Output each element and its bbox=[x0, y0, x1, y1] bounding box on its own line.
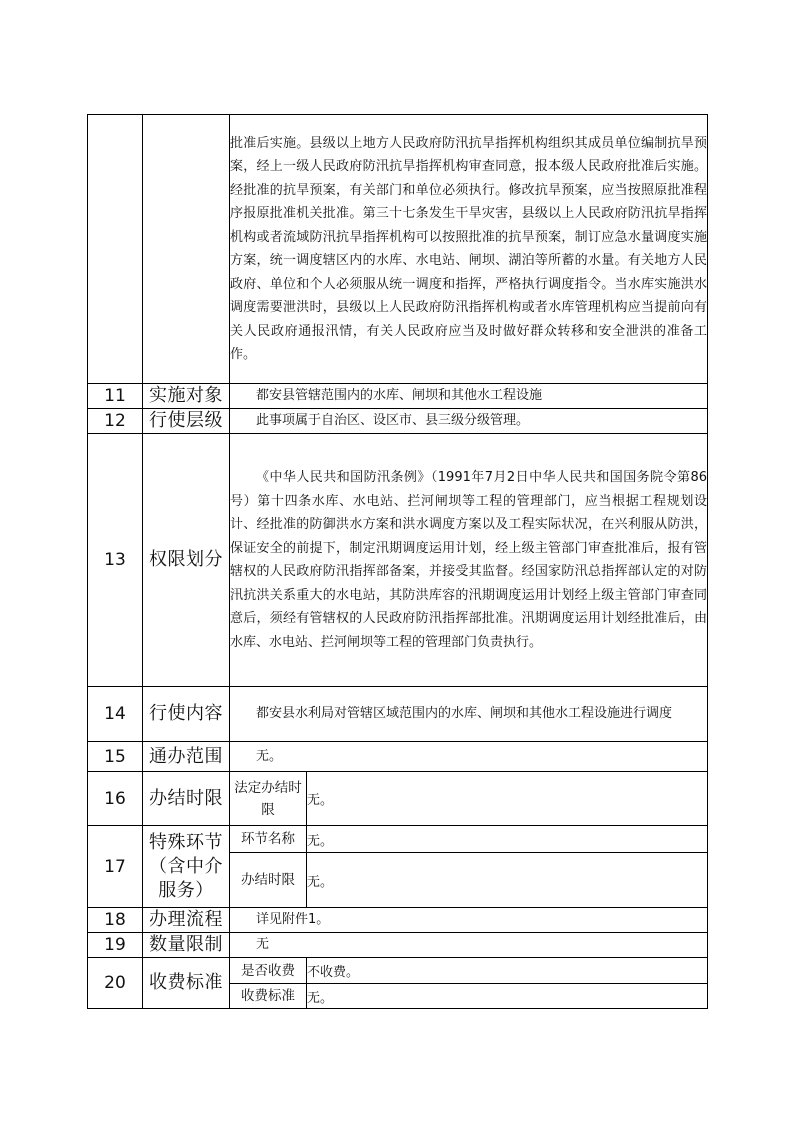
row-value-text: 《中华人民共和国防汛条例》（1991年7月2日中华人民共和国国务院令第86号）第十四条水库、水电站、拦河闸坝等工程的管理部门，应当根据工程规划设计、经批准的防御洪水方案和洪水调度方案以及工程实际状况，在兴利服从防洪，保证安全的前提下，制定汛期调度运用计划，经上级主管部门审查批准后，报有管辖权的人民政府防汛指挥部备案，并接受其监督。经国家防汛总指挥部认定的对防汛抗洪关系重大的水电站，其防洪库容的汛期调度运用计划经上级主管部门审查同意后，须经有管辖权的人民政府防汛指挥部批准。汛期调度运用计划经批准后，由水库、水电站、拦河闸坝等工程的管理部门负责执行。 bbox=[230, 434, 708, 687]
row-number: 12 bbox=[88, 409, 143, 434]
row-label: 权限划分 bbox=[143, 434, 230, 687]
sub-value: 无。 bbox=[307, 826, 708, 853]
row-label: 实施对象 bbox=[143, 384, 230, 409]
table-row bbox=[88, 933, 708, 958]
sub-value: 无。 bbox=[307, 772, 708, 826]
table-row bbox=[88, 742, 708, 772]
row-number: 18 bbox=[88, 908, 143, 933]
row-label: 办结时限 bbox=[143, 772, 230, 826]
table-row bbox=[88, 772, 708, 826]
sub-label: 收费标准 bbox=[230, 984, 307, 1009]
row-number-cell bbox=[88, 115, 143, 384]
sub-value: 无。 bbox=[307, 984, 708, 1009]
row-label: 特殊环节（含中介服务） bbox=[143, 826, 230, 908]
sub-label: 环节名称 bbox=[230, 826, 307, 853]
row-label: 收费标准 bbox=[143, 958, 230, 1009]
row-value-text: 无 bbox=[230, 933, 708, 958]
row-number: 17 bbox=[88, 826, 143, 908]
row-number: 13 bbox=[88, 434, 143, 687]
table-row bbox=[88, 384, 708, 409]
row-label-cell bbox=[143, 115, 230, 384]
sub-value: 不收费。 bbox=[307, 958, 708, 984]
row-value-text: 批准后实施。县级以上地方人民政府防汛抗旱指挥机构组织其成员单位编制抗旱预案，经上一级人民政府防汛抗旱指挥机构审查同意，报本级人民政府批准后实施。经批准的抗旱预案，有关部门和单位必须执行。修改抗旱预案，应当按照原批准程序报原批准机关批准。第三十七条发生干旱灾害，县级以上人民政府防汛抗旱指挥机构或者流域防汛抗旱指挥机构可以按照批准的抗旱预案，制订应急水量调度实施方案，统一调度辖区内的水库、水电站、闸坝、湖泊等所蓄的水量。有关地方人民政府、单位和个人必须服从统一调度和指挥，严格执行调度指令。当水库实施洪水调度需要泄洪时，县级以上人民政府防汛指挥机构或者水库管理机构应当提前向有关人民政府通报汛情，有关人民政府应当及时做好群众转移和安全泄洪的准备工作。 bbox=[230, 115, 708, 384]
row-label: 行使层级 bbox=[143, 409, 230, 434]
row-number: 16 bbox=[88, 772, 143, 826]
row-number: 20 bbox=[88, 958, 143, 1009]
row-value-text: 无。 bbox=[230, 742, 708, 772]
row-number: 11 bbox=[88, 384, 143, 409]
table-row bbox=[88, 115, 708, 384]
row-label: 行使内容 bbox=[143, 687, 230, 742]
row-number: 14 bbox=[88, 687, 143, 742]
row-number: 19 bbox=[88, 933, 143, 958]
table-row bbox=[88, 687, 708, 742]
table-row bbox=[88, 434, 708, 687]
row-value-text: 都安县管辖范围内的水库、闸坝和其他水工程设施 bbox=[230, 384, 708, 409]
table-row bbox=[88, 958, 708, 984]
row-number: 15 bbox=[88, 742, 143, 772]
sub-label: 办结时限 bbox=[230, 853, 307, 908]
row-label: 办理流程 bbox=[143, 908, 230, 933]
table-row bbox=[88, 409, 708, 434]
row-label: 数量限制 bbox=[143, 933, 230, 958]
service-form-table bbox=[87, 114, 708, 1009]
row-label: 通办范围 bbox=[143, 742, 230, 772]
sub-label: 法定办结时限 bbox=[230, 772, 307, 826]
table-row bbox=[88, 908, 708, 933]
row-value-text: 都安县水利局对管辖区域范围内的水库、闸坝和其他水工程设施进行调度 bbox=[230, 687, 708, 742]
sub-value: 无。 bbox=[307, 853, 708, 908]
sub-label: 是否收费 bbox=[230, 958, 307, 984]
row-value-text: 详见附件1。 bbox=[230, 908, 708, 933]
table-row bbox=[88, 826, 708, 853]
row-value-text: 此事项属于自治区、设区市、县三级分级管理。 bbox=[230, 409, 708, 434]
